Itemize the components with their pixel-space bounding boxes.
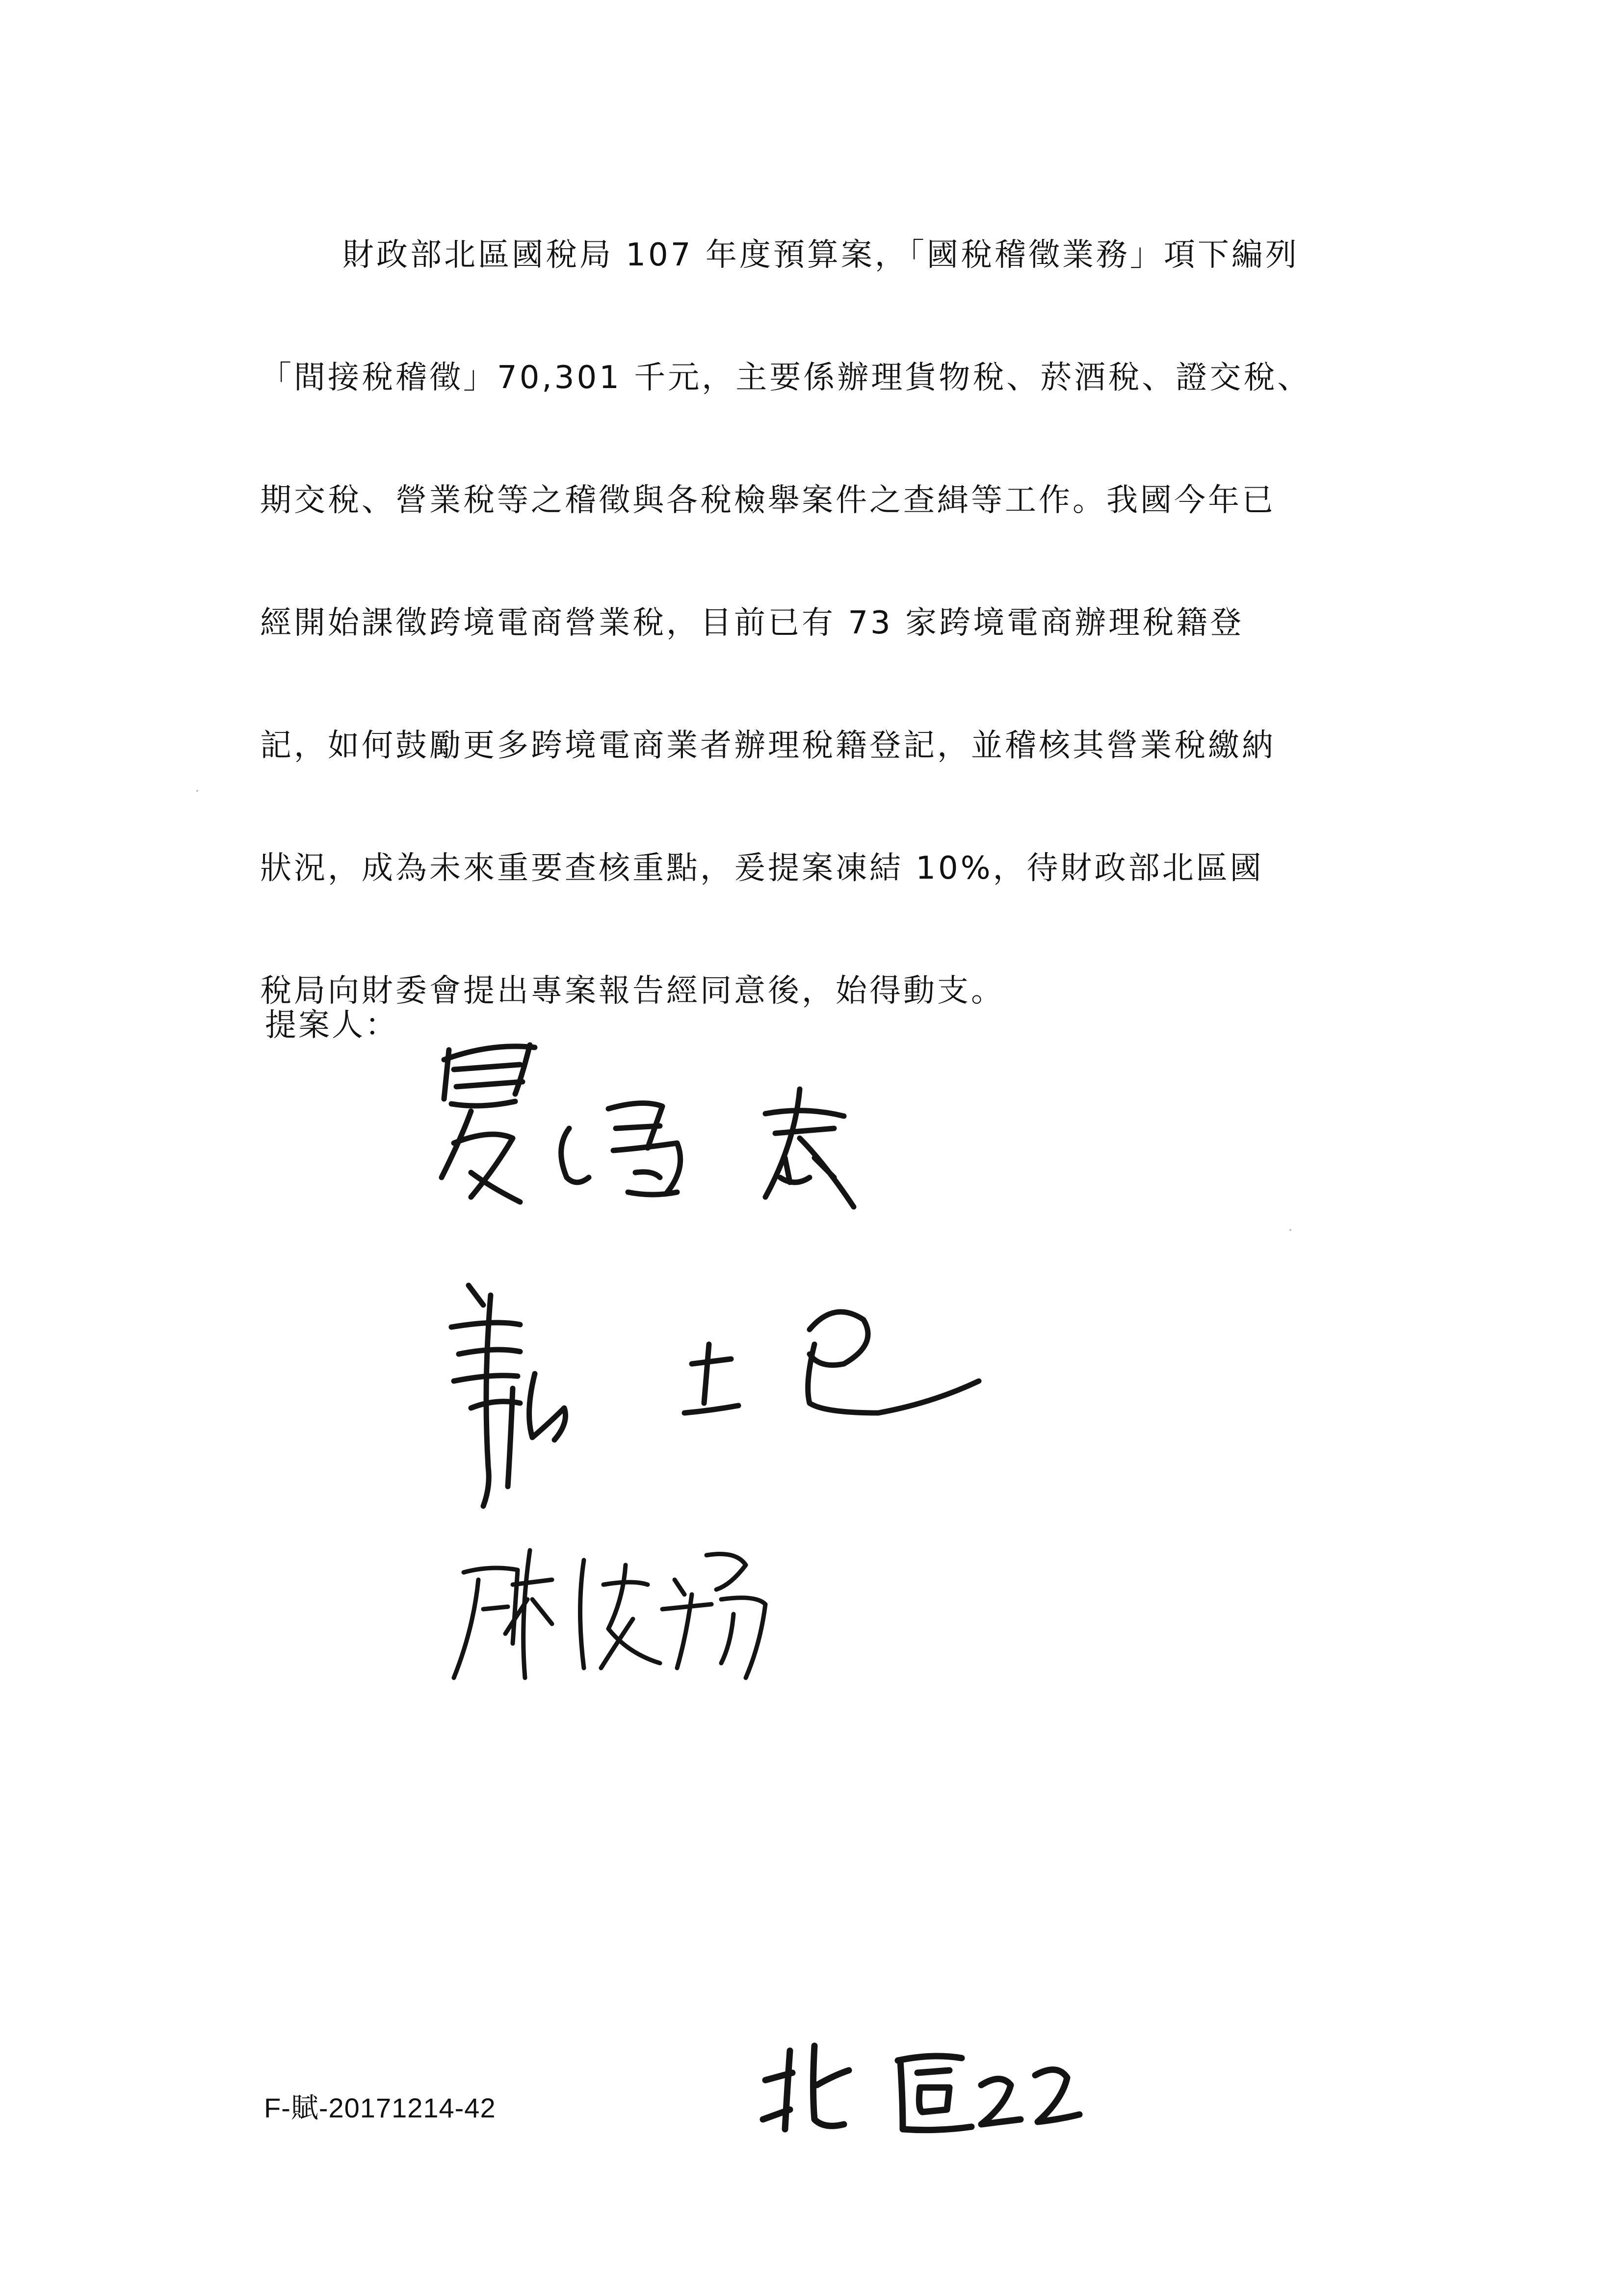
document-code: F-賦-20171214-42 xyxy=(264,2092,496,2123)
proposal-body xyxy=(260,194,1403,1052)
body-line-7: 稅局向財委會提出專案報告經同意後，始得動支。 xyxy=(260,973,1005,1009)
body-line-1: 財政部北區國稅局 107 年度預算案，「國稅稽徵業務」項下編列 xyxy=(342,237,1299,273)
proposer-label: 提案人： xyxy=(265,1007,398,1044)
signature-1 xyxy=(442,1045,854,1207)
body-line-4: 經開始課徵跨境電商營業稅，目前已有 73 家跨境電商辦理稅籍登 xyxy=(260,605,1244,641)
body-line-2: 「間接稅稽徵」70,301 千元，主要係辦理貨物稅、菸酒稅、證交稅、 xyxy=(260,360,1311,396)
signature-2 xyxy=(451,1285,979,1506)
scan-speck xyxy=(1289,1229,1291,1231)
signature-3 xyxy=(454,1550,765,1678)
scan-speck xyxy=(196,790,198,792)
body-line-6: 狀況，成為未來重要查核重點，爰提案凍結 10%，待財政部北區國 xyxy=(260,850,1264,887)
body-line-3: 期交稅、營業稅等之稽徵與各稅檢舉案件之查緝等工作。我國今年已 xyxy=(260,482,1276,519)
body-line-5: 記，如何鼓勵更多跨境電商業者辦理稅籍登記，並稽核其營業稅繳納 xyxy=(260,728,1276,764)
handwritten-annotation xyxy=(763,2046,1079,2130)
